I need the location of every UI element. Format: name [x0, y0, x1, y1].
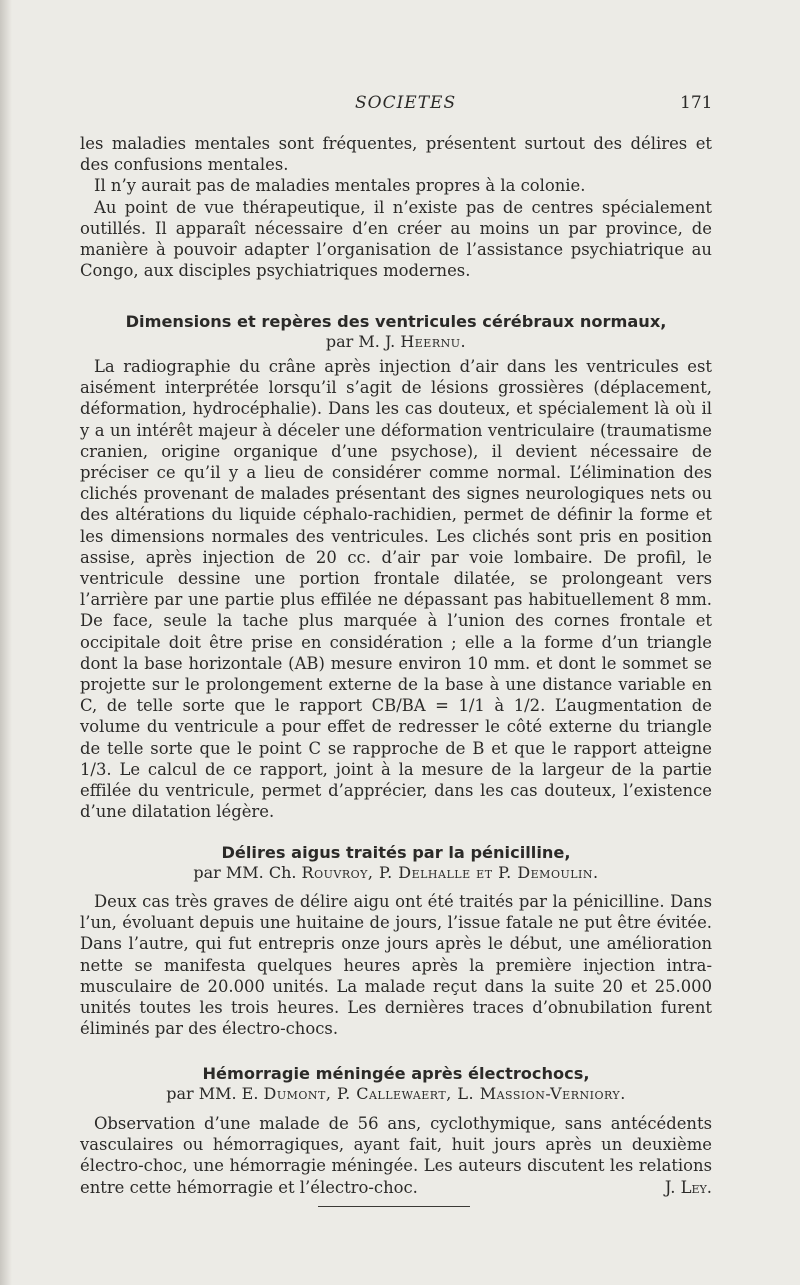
section-3-title: Hémorragie méningée après électrochocs,: [202, 1064, 590, 1083]
section-1-authors-prefix: par M. J.: [325, 332, 401, 351]
section-1-authors: [80, 332, 712, 352]
intro-paragraph-2: Il n’y aurait pas de maladies mentales propres à la colonie.: [94, 176, 586, 196]
end-rule: [318, 1206, 470, 1207]
running-title: SOCIETES: [355, 93, 457, 113]
section-3-body-text: Observation d’une malade de 56 ans, cyclothymique, sans antécédents vasculaires ou hémorragiques, ayant fait, huit jours après un deuxième électro-choc, une hémorragie méningée. Les auteurs discutent les relations entre cette hémorragie et l’électro-choc.: [80, 1114, 712, 1197]
page-number: 171: [680, 93, 713, 113]
binding-edge: [0, 0, 12, 1285]
section-2-authors: [80, 863, 712, 883]
section-3-author-names: Dumont, P. Callewaert, L. Massion-Verniory.: [263, 1084, 626, 1103]
section-3-body: [80, 1113, 712, 1198]
section-1-body-block: [80, 356, 712, 822]
intro-paragraph-1: les maladies mentales sont fréquentes, présentent surtout des délires et des confusions mentales.: [80, 134, 712, 175]
intro-text: [80, 133, 712, 281]
section-2-authors-prefix: par MM. Ch.: [193, 863, 302, 882]
signature: J. Ley.: [664, 1177, 712, 1197]
section-1-author-names: Heernu.: [400, 332, 467, 351]
section-1-title: Dimensions et repères des ventricules cérébraux normaux,: [125, 312, 667, 331]
intro-paragraph-3: Au point de vue thérapeutique, il n’existe pas de centres spécialement outillés. Il apparaît nécessaire d’en créer au moins un par province, de manière à pouvoir adapter l’organisation de l’assistance psychiatrique au Congo, aux disciples psychiatriques modernes.: [80, 197, 712, 281]
section-2-author-names: Rouvroy, P. Delhalle et P. Demoulin.: [301, 863, 599, 882]
section-2-body-block: [80, 891, 712, 1039]
section-3-authors: [80, 1084, 712, 1104]
section-3-body-block: [80, 1113, 712, 1198]
section-2-title: Délires aigus traités par la pénicilline,: [221, 843, 571, 862]
section-3-authors-prefix: par MM. E.: [166, 1084, 264, 1103]
page-header: [0, 93, 800, 117]
section-2-body: Deux cas très graves de délire aigu ont été traités par la pénicilline. Dans l’un, évoluant depuis une huitaine de jours, l’issue fatale ne put être évitée. Dans l’autre, qui fut entrepris onze jours après le début, une amélioration nette se manifesta quelques heures après la première injection intra-musculaire de 20.000 unités. La malade reçut dans la suite 20 et 25.000 unités toutes les trois heures. Les dernières traces d’obnubilation furent éliminés par des électro-chocs.: [80, 892, 712, 1039]
section-1-body: La radiographie du crâne après injection d’air dans les ventricules est aisément interprétée lorsqu’il s’agit de lésions grossières (déplacement, déformation, hydrocéphalie). Dans les cas douteux, et spécialement là où il y a un intérêt majeur à déceler une déformation ventriculaire (traumatisme cranien, origine organique d’une psychose), il devient nécessaire de préciser ce qu’il y a lieu de considérer comme normal. L’élimination des clichés provenant de malades présentant des signes neurologiques nets ou des altérations du liquide céphalo-rachidien, permet de définir la forme et les dimensions normales des ventricules. Les clichés sont pris en position assise, après injection de 20 cc. d’air par voie lombaire. De profil, le ventricule dessine une portion frontale dilatée, se prolongeant vers l’arrière par une partie plus effilée ne dépassant pas habituellement 8 mm. De face, seule la tache plus marquée à l’union des cornes frontale et occipitale doit être prise en considération ; elle a la forme d’un triangle dont la base horizontale (AB) mesure environ 10 mm. et dont le sommet se projette sur le prolongement externe de la base à une distance variable en C, de telle sorte que le rapport CB/BA = 1/1 à 1/2. L’augmentation de volume du ventricule a pour effet de redresser le côté externe du triangle de telle sorte que le point C se rapproche de B et que le rapport atteigne 1/3. Le calcul de ce rapport, joint à la mesure de la largeur de la partie effilée du ventricule, permet d’apprécier, dans les cas douteux, l’existence d’une dilatation légère.: [80, 357, 712, 822]
